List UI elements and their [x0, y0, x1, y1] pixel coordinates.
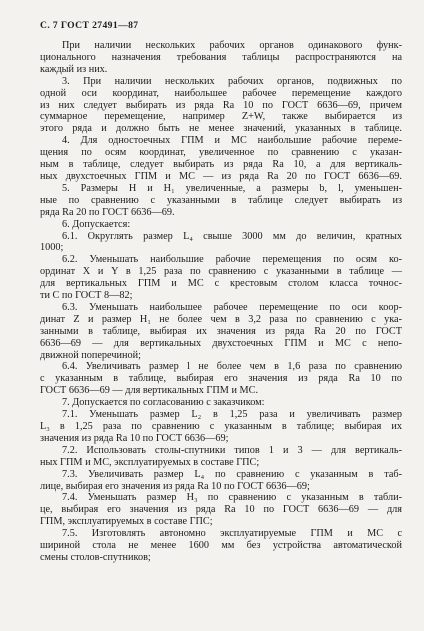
text-line: лице, выбирая его значения из ряда Ra 10 по ГОСТ 6636—69; — [40, 480, 310, 492]
text-line: ГОСТ 6636—69 — для вертикальных ГПМ и МС. — [40, 385, 259, 397]
text-line: с указанным в таблице, выбирая его значения из ряда Ra 10 по — [40, 373, 402, 385]
text-line: 6.4. Увеличивать размер l не более чем в 1,6 раза по сравнению — [62, 361, 402, 373]
text-line: 7.3. Увеличивать размер L₄ по сравнению с указанным в таб- — [62, 468, 402, 480]
text-line: ных двухстоечных ГПМ и МС — из ряда Ra 20 по ГОСТ 6636—69. — [40, 170, 402, 182]
text-line: 7.5. Изготовлять автономно эксплуатируемые ГПМ и МС с — [62, 528, 402, 540]
text-line: L₃ в 1,25 раза по сравнению с указанным в таблице; выбирая их — [40, 421, 402, 432]
text-line: це, выбирая его значения из ряда Ra 10 по ГОСТ 6636—69 — для — [40, 504, 402, 516]
text-line: из них следует выбирать из ряда Ra 10 по ГОСТ 6636—69, причем — [40, 99, 402, 111]
text-line: 4. Для одностоечных ГПМ и МС наибольшие рабочие переме- — [62, 135, 402, 147]
text-line: 6636—69 — для вертикальных двухстоечных ГПМ и МС с непо- — [40, 337, 402, 349]
text-line: щения по осям координат, увеличенное по сравнению с указан- — [40, 147, 402, 159]
text-line: этого ряда и должно быть не менее значений, указанных в таблице. — [40, 123, 402, 135]
text-line: 6.2. Уменьшать наибольшие рабочие перемещения по осям ко- — [62, 254, 402, 266]
text-line: шириной стола не менее 1600 мм без устройства автоматической — [40, 540, 402, 552]
text-line: суммарное перемещение, например Z+W, также выбирается из — [40, 111, 402, 123]
text-line: 6. Допускается: — [62, 218, 131, 230]
text-line: 3. При наличии нескольких рабочих органов, подвижных по — [62, 75, 402, 87]
text-line: ных ГПМ и МС, эксплуатируемых в составе ГПС; — [40, 456, 260, 468]
text-line: ГПМ, эксплуатируемых в составе ГПС; — [40, 516, 213, 528]
text-line: 6.3. Уменьшать наибольшее рабочее перемещение по оси коор- — [62, 301, 402, 313]
text-line: 7.2. Использовать столы-спутники типов 1 и 3 — для вертикаль- — [62, 444, 402, 456]
text-line: ционального назначения требования таблицы распространяются на — [40, 51, 402, 63]
text-line: ные по сравнению с указанными в таблице следует выбирать из — [40, 194, 402, 206]
page-header: С. 7 ГОСТ 27491—87 — [40, 20, 139, 31]
text-line: При наличии нескольких рабочих органов одинакового функ- — [62, 40, 402, 51]
text-line: ряда Ra 20 по ГОСТ 6636—69. — [40, 206, 175, 218]
text-line: занными в таблице, выбирая их значения из ряда Ra 20 по ГОСТ — [40, 325, 402, 337]
text-line: для вертикальных ГПМ и МС с крестовым столом класса точнос- — [40, 278, 402, 290]
text-line: динат Z и размер H₁ не более чем в 3,2 раза по сравнению с ука- — [40, 313, 402, 325]
text-line: 6.1. Округлять размер L₄ свыше 3000 мм до величин, кратных — [62, 230, 402, 242]
text-line: 7. Допускается по согласованию с заказчиком: — [62, 397, 265, 409]
text-line: ти С по ГОСТ 8—82; — [40, 290, 133, 302]
text-line: 5. Размеры H и H₁ увеличенные, а размеры b, l, уменьшен- — [62, 182, 402, 194]
text-line: одной оси координат, наибольшее рабочее перемещение каждого — [40, 87, 402, 99]
text-line: 1000; — [40, 242, 64, 254]
text-line: 7.1. Уменьшать размер L₂ в 1,25 раза и увеличивать размер — [62, 409, 402, 421]
text-line: ординат X и Y в 1,25 раза по сравнению с указанными в таблице — — [40, 266, 402, 278]
text-line: значения из ряда Ra 10 по ГОСТ 6636—69; — [40, 432, 229, 444]
text-line: смены столов-спутников; — [40, 551, 151, 563]
body-text — [40, 40, 402, 564]
text-line: ным в таблице, следует выбирать из ряда Ra 10, а для вертикаль- — [40, 159, 402, 171]
text-line: 7.4. Уменьшать размер H₃ по сравнению с указанным в табли- — [62, 492, 402, 504]
text-line: движной поперечиной; — [40, 349, 141, 361]
text-line: каждый из них. — [40, 63, 108, 75]
